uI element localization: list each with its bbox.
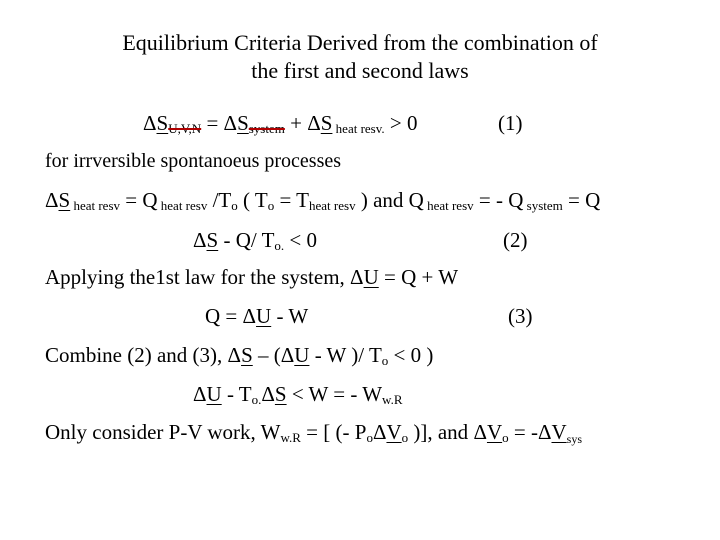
o-subscript: o [502,430,509,445]
sys-subscript: sys [566,432,582,446]
wr-subscript: w.R [280,430,301,445]
heat-resv-subscript: heat resv [423,198,474,213]
minus-t: - T [221,382,252,406]
equation-2 [193,230,317,252]
entropy-s: S [241,343,253,367]
first-law-intro: Applying the1st law for the system, [45,265,351,289]
volume-v: V [486,420,503,444]
volume-v: V [551,420,567,444]
less-than-w: < W = - W [286,382,383,406]
greater-than-zero: > 0 [384,111,418,135]
delta-symbol: Δ [372,420,387,444]
heat-resv-subscript: heat resv. [332,121,385,136]
and-q: ) and Q [355,188,424,212]
delta-symbol: Δ [227,343,242,367]
combine-equation [45,345,433,367]
first-law-text [45,267,458,288]
heat-resv-subscript: heat resv [157,198,208,213]
delta-symbol: Δ [537,420,552,444]
o-subscript: o. [251,392,262,407]
uvn-subscript: U,V,N [168,121,202,136]
energy-u: U [206,382,222,406]
equals-q-plus-w: = Q + W [378,265,459,289]
equation-2-label: (2) [503,228,528,252]
system-subscript: system [523,198,563,213]
o-subscript: o. [274,238,285,253]
equals-t: = T [274,188,310,212]
delta-symbol: Δ [261,382,275,406]
equation-3-label: (3) [508,304,533,328]
over-t: /T [207,188,232,212]
minus-w-over-t: - W )/ T [309,343,382,367]
delta-symbol: Δ [143,111,157,135]
plus-sign: + [284,111,308,135]
minus-w: - W [271,304,309,328]
o-subscript: o [381,353,389,368]
pv-intro: Only consider P-V work, W [45,420,281,444]
volume-v: V [386,420,402,444]
combine-intro: Combine (2) and (3), [45,343,228,367]
equals-sign: = [201,111,224,135]
entropy-s: S [206,228,219,252]
entropy-s: S [274,382,287,406]
delta-symbol: Δ [242,304,257,328]
delta-symbol: Δ [307,111,321,135]
work-inequality [193,384,403,406]
minus-q-over-t: - Q/ T [218,228,275,252]
delta-symbol: Δ [45,188,59,212]
less-than-zero: < 0 [284,228,317,252]
pv-work-equation [45,422,582,445]
delta-symbol: Δ [473,420,487,444]
o-subscript: o [267,198,275,213]
energy-u: U [363,265,379,289]
q-equals: Q = [205,304,243,328]
paren-t: ( T [237,188,268,212]
less-than-zero: < 0 ) [388,343,434,367]
title-line-1: Equilibrium Criteria Derived from the combination of [122,30,598,55]
entropy-s-system: S [237,111,249,135]
o-subscript: o [401,430,409,445]
delta-symbol: Δ [223,111,238,135]
irreversible-text: for irrversible spontanoeus processes [45,150,342,172]
equation-1 [143,113,417,135]
heat-resv-subscript: heat resv [309,198,356,213]
close-and: )], and [408,420,474,444]
delta-symbol: Δ [193,228,207,252]
entropy-s-heat: S [320,111,333,135]
minus-p: = [ (- P [300,420,367,444]
delta-symbol: Δ [350,265,364,289]
delta-symbol: Δ [193,382,207,406]
minus-paren: – ( [252,343,281,367]
energy-u: U [256,304,272,328]
energy-u: U [294,343,310,367]
wr-subscript: w.R [382,392,403,407]
equals-q-end: = Q [562,188,601,212]
heat-reservoir-equation [45,190,600,212]
o-subscript: o [366,430,373,445]
system-subscript: system [248,121,285,136]
equation-3 [205,306,308,327]
title-line-2: the first and second laws [251,58,469,83]
entropy-s: S [58,188,71,212]
equals-minus-q: = - Q [473,188,524,212]
equals-q: = Q [120,188,158,212]
equation-1-label: (1) [498,111,523,135]
equals-minus: = - [508,420,538,444]
o-subscript: o [231,198,238,213]
delta-symbol: Δ [280,343,295,367]
heat-resv-subscript: heat resv [70,198,121,213]
entropy-s: S [156,111,169,135]
